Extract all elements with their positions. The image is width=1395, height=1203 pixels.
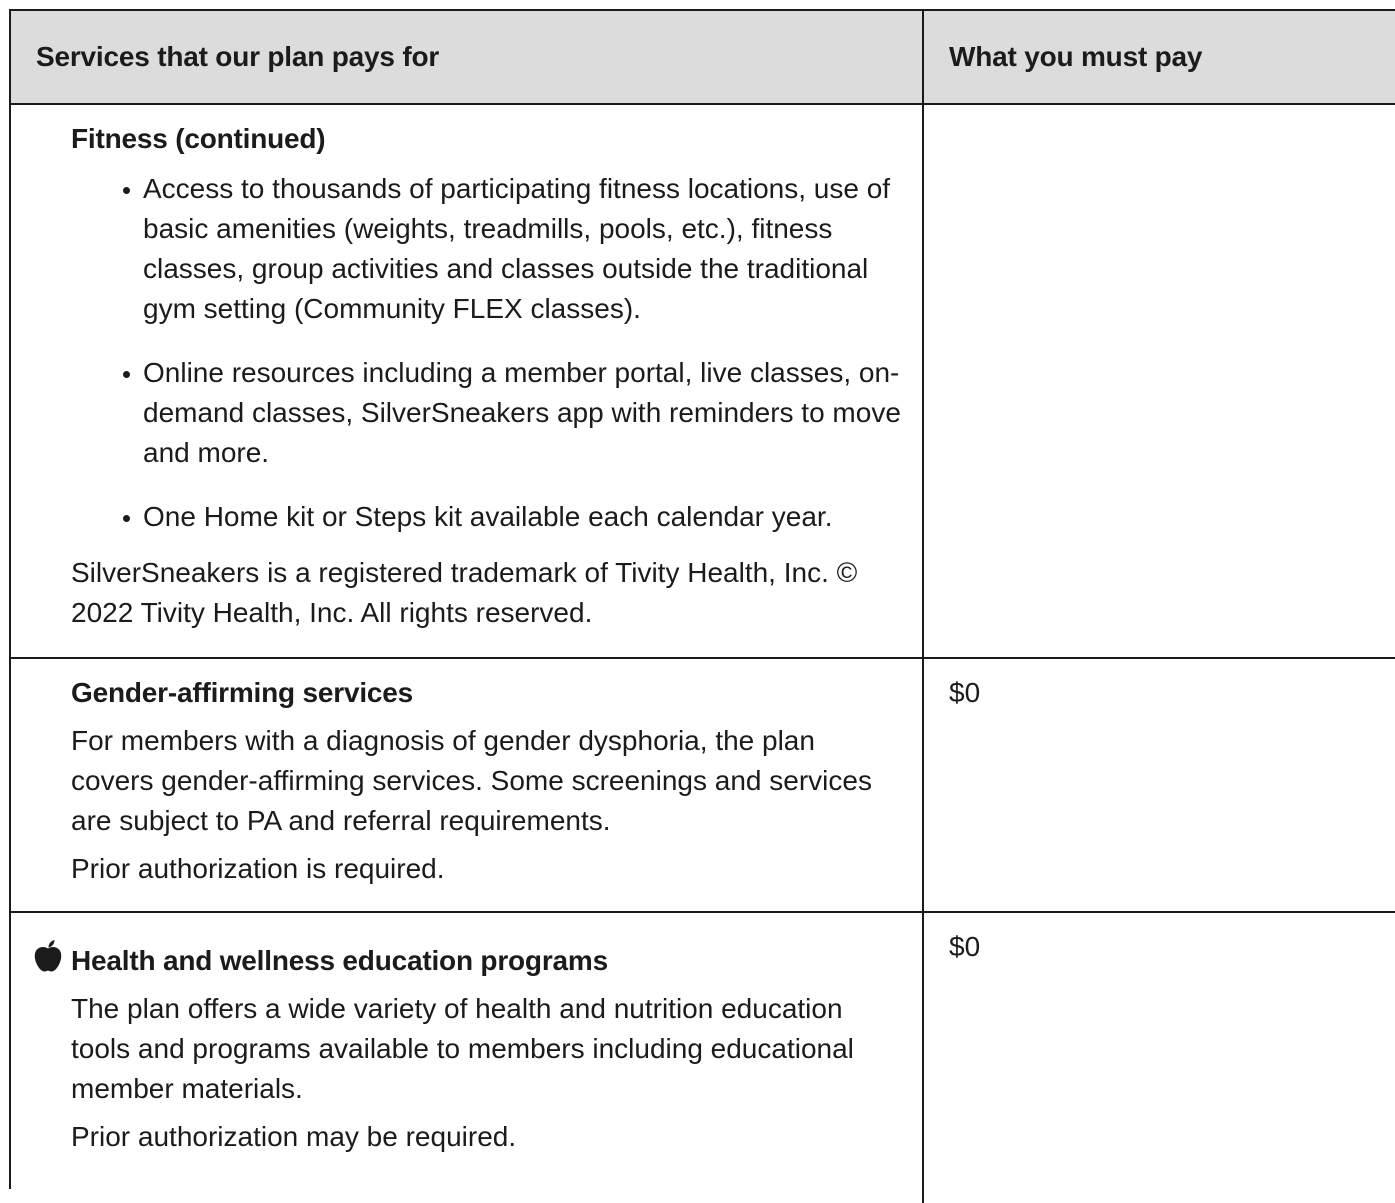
gender-affirming-cell bbox=[71, 673, 901, 889]
health-wellness-title: Health and wellness education programs bbox=[71, 945, 608, 976]
column-divider bbox=[922, 913, 924, 1203]
apple-icon bbox=[33, 939, 63, 973]
fitness-trademark-note: SilverSneakers is a registered trademark of Tivity Health, Inc. © 2022 Tivity Health, Inc. All rights reserved. bbox=[71, 557, 858, 628]
column-divider bbox=[922, 105, 924, 657]
health-wellness-pay: $0 bbox=[949, 931, 981, 962]
header-services: Services that our plan pays for bbox=[36, 41, 440, 72]
fitness-bullet-3: One Home kit or Steps kit available each calendar year. bbox=[143, 497, 901, 537]
table-row-fitness bbox=[11, 105, 1395, 659]
table-row-health-wellness bbox=[11, 913, 1395, 1203]
fitness-bullet-list bbox=[71, 169, 901, 537]
column-divider bbox=[922, 659, 924, 911]
header-pay: What you must pay bbox=[949, 41, 1203, 72]
table-row-gender-affirming bbox=[11, 659, 1395, 913]
table-header bbox=[11, 11, 1395, 105]
fitness-title: Fitness (continued) bbox=[71, 123, 326, 154]
gender-affirming-authorization: Prior authorization is required. bbox=[71, 853, 445, 884]
fitness-bullet-2: Online resources including a member portal, live classes, on-demand classes, SilverSneakers app with reminders to move and more. bbox=[143, 353, 901, 473]
gender-affirming-description: For members with a diagnosis of gender dysphoria, the plan covers gender-affirming services. Some screenings and services are subject to PA and referral requirements. bbox=[71, 725, 872, 836]
gender-affirming-title: Gender-affirming services bbox=[71, 677, 414, 708]
gender-affirming-pay: $0 bbox=[949, 677, 981, 708]
column-divider bbox=[922, 11, 924, 103]
health-wellness-authorization: Prior authorization may be required. bbox=[71, 1121, 517, 1152]
benefits-table bbox=[9, 9, 1395, 1189]
health-wellness-cell bbox=[71, 941, 901, 1157]
health-wellness-description: The plan offers a wide variety of health and nutrition education tools and programs available to members including educational member materials. bbox=[71, 993, 854, 1104]
fitness-cell bbox=[71, 119, 901, 633]
fitness-bullet-1: Access to thousands of participating fitness locations, use of basic amenities (weights, treadmills, pools, etc.), fitness classes, group activities and classes outside the traditional gym setting (Community FLEX classes). bbox=[143, 169, 901, 329]
